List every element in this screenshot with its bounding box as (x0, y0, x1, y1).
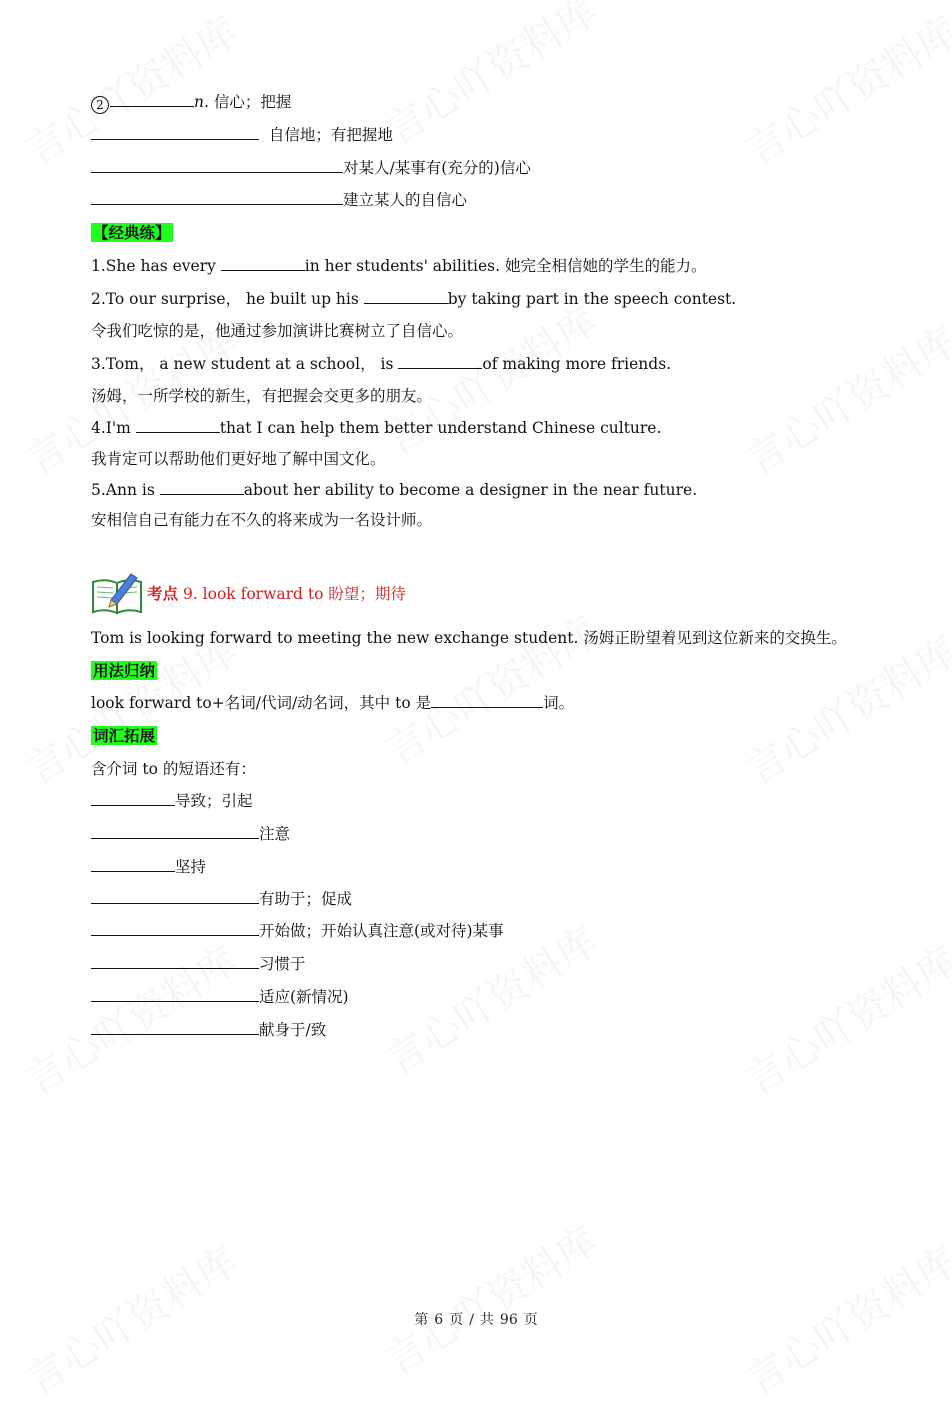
exercise-text: that I can help them better understand Chinese culture. (219, 419, 662, 437)
exercise-text: of making more friends. (482, 355, 672, 373)
phrase-meaning: 献身于/致 (259, 1021, 327, 1039)
part-of-speech: n. (194, 93, 209, 111)
exercise-text: 5.Ann is (91, 481, 160, 499)
circled-number: 2 (91, 96, 109, 114)
footer-text: 页 (523, 1312, 538, 1328)
answer-blank (91, 954, 259, 969)
answer-blank (221, 256, 305, 271)
vocab-line-noun (91, 91, 291, 114)
phrase-meaning: 适应(新情况) (259, 988, 349, 1006)
exercise-5 (91, 479, 697, 501)
vocab-line-phrase-2 (91, 189, 467, 211)
definition: 对某人/某事有(充分的)信心 (343, 159, 531, 177)
phrase-line (91, 953, 306, 975)
exercise-text: 2.To our surprise， he built up his (91, 290, 364, 308)
answer-blank (91, 1020, 259, 1035)
exercise-text: about her ability to become a designer in the near future. (243, 481, 698, 499)
exercise-1 (91, 255, 706, 277)
usage-line (91, 692, 574, 714)
usage-text: 词。 (543, 694, 575, 712)
exercise-4 (91, 417, 661, 439)
phrase-line (91, 790, 253, 812)
phrase-meaning: 习惯于 (259, 955, 306, 973)
exercise-3-translation: 汤姆，一所学校的新生，有把握会交更多的朋友。 (91, 387, 433, 405)
answer-blank (91, 889, 259, 904)
page-number: 6 (434, 1312, 444, 1328)
watermark (373, 0, 607, 156)
practice-tag: 【经典练】 (93, 223, 171, 242)
usage-text: look forward to+名词/代词/动名词，其中 to 是 (91, 694, 432, 712)
answer-blank (110, 92, 194, 107)
watermark (733, 311, 952, 487)
exercise-text: 4.I'm (91, 419, 136, 437)
answer-blank (91, 158, 343, 173)
kaodian-heading (91, 570, 511, 616)
answer-blank (91, 987, 259, 1002)
footer-text: 第 (414, 1312, 429, 1328)
answer-blank (136, 418, 220, 433)
exercise-text: 3.Tom， a new student at a school， is (91, 355, 399, 373)
book-pencil-icon (91, 570, 145, 616)
total-pages: 96 (499, 1312, 518, 1328)
exercise-text: in her students' abilities. 她完全相信她的学生的能力。 (304, 257, 707, 275)
kaodian-title (147, 582, 406, 604)
vocab-intro: 含介词 to 的短语还有： (91, 760, 256, 778)
usage-heading (91, 660, 157, 682)
exercise-3 (91, 353, 671, 375)
practice-heading (91, 222, 173, 244)
vocab-tag: 词汇拓展 (93, 726, 156, 745)
exercise-5-translation: 安相信自己有能力在不久的将来成为一名设计师。 (91, 511, 433, 529)
footer-text: 共 (479, 1312, 494, 1328)
phrase-line (91, 920, 504, 942)
phrase-meaning: 导致；引起 (175, 792, 253, 810)
watermark (13, 1, 247, 177)
answer-blank (160, 480, 244, 495)
answer-blank (364, 289, 448, 304)
answer-blank (91, 125, 259, 140)
definition: 信心；把握 (213, 93, 292, 111)
vocab-line-phrase-1 (91, 157, 531, 179)
watermark (373, 291, 607, 467)
vocab-heading (91, 725, 157, 747)
answer-blank (91, 824, 259, 839)
phrase-meaning: 注意 (259, 825, 291, 843)
definition: 建立某人的自信心 (343, 191, 468, 209)
footer-text: 页 (449, 1312, 464, 1328)
exercise-2-translation: 令我们吃惊的是，他通过参加演讲比赛树立了自信心。 (91, 322, 464, 340)
kaodian-text: 9. look forward to 盼望；期待 (178, 585, 406, 603)
answer-blank (91, 791, 175, 806)
definition: 自信地；有把握地 (268, 126, 393, 144)
phrase-line (91, 986, 349, 1008)
exercise-2 (91, 288, 736, 310)
exercise-text: 1.She has every (91, 257, 221, 275)
footer-separator: / (469, 1312, 474, 1328)
phrase-line (91, 888, 352, 910)
kaodian-label: 考点 (147, 584, 179, 603)
usage-tag: 用法归纳 (93, 661, 156, 680)
answer-blank (398, 354, 482, 369)
phrase-line (91, 1019, 326, 1041)
phrase-meaning: 坚持 (175, 858, 207, 876)
exercise-text: by taking part in the speech contest. (447, 290, 737, 308)
answer-blank (91, 190, 343, 205)
exercise-4-translation: 我肯定可以帮助他们更好地了解中国文化。 (91, 450, 386, 468)
phrase-line (91, 823, 290, 845)
example-sentence: Tom is looking forward to meeting the new exchange student. 汤姆正盼望着见到这位新来的交换生。 (91, 629, 847, 647)
vocab-line-adverb (91, 124, 393, 146)
answer-blank (431, 693, 543, 708)
phrase-line (91, 856, 206, 878)
watermark (733, 931, 952, 1107)
answer-blank (91, 921, 259, 936)
page-footer (0, 1309, 952, 1329)
watermark (733, 1, 952, 177)
watermark (373, 1211, 607, 1387)
phrase-meaning: 有助于；促成 (259, 890, 353, 908)
phrase-meaning: 开始做；开始认真注意(或对待)某事 (259, 922, 504, 940)
answer-blank (91, 857, 175, 872)
